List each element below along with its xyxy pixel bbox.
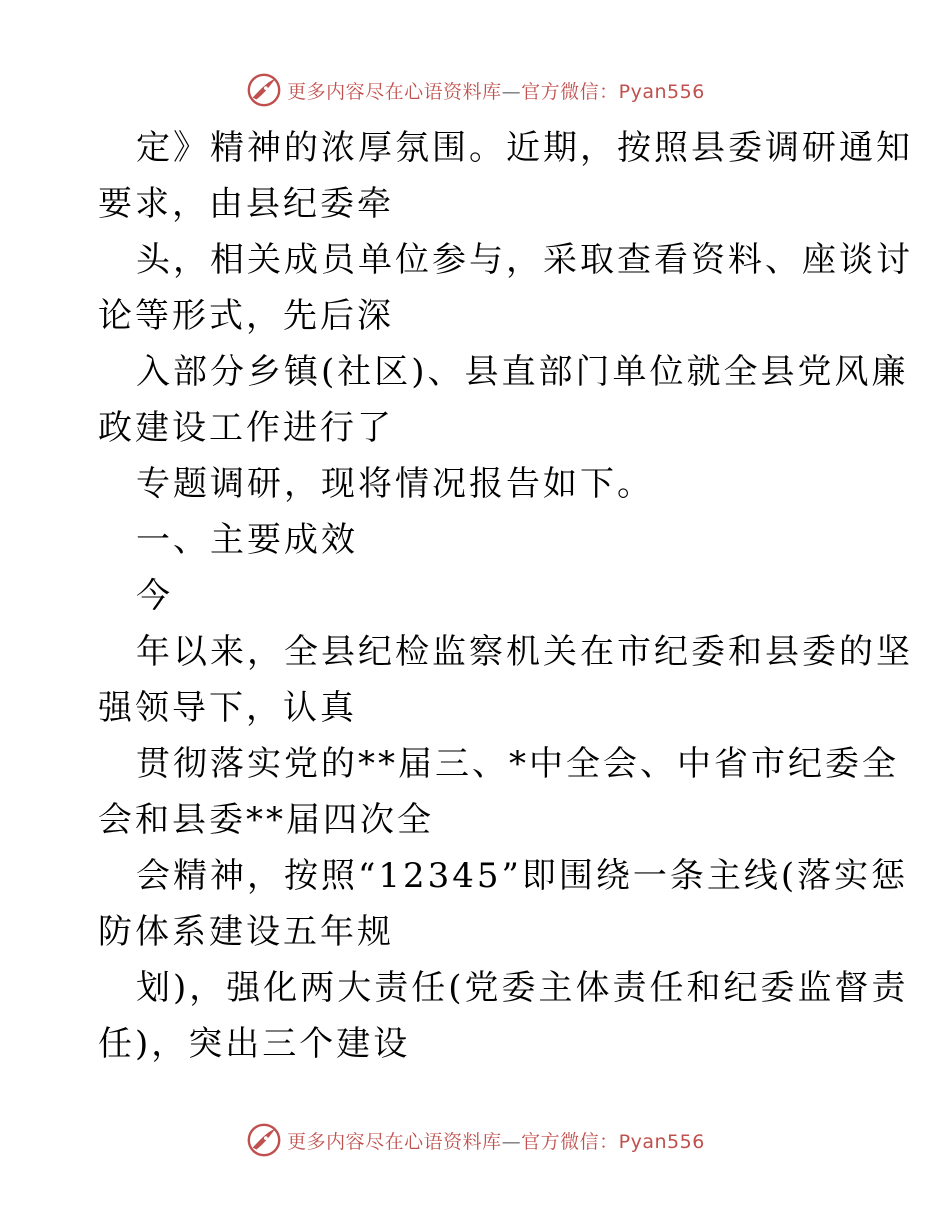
footer-banner-main: 更多内容尽在心语资料库 — [287, 1130, 502, 1153]
section-heading: 一、主要成效 — [136, 520, 358, 560]
body-line: 论等形式，先后深 — [98, 296, 394, 336]
footer-banner — [0, 1120, 950, 1160]
body-line: 防体系建设五年规 — [98, 912, 394, 952]
header-banner — [0, 70, 950, 110]
header-banner-wechat: 官方微信：Pyan556 — [521, 80, 705, 103]
footer-banner-text — [287, 1127, 705, 1154]
document-body — [98, 120, 913, 1072]
body-line: 年以来，全县纪检监察机关在市纪委和县委的坚 — [136, 632, 913, 672]
body-line: 会和县委**届四次全 — [98, 800, 434, 840]
header-banner-dash: — — [501, 80, 522, 103]
body-line: 要求，由县纪委牵 — [98, 184, 394, 224]
footer-banner-dash: — — [501, 1130, 522, 1153]
footer-banner-wechat: 官方微信：Pyan556 — [521, 1130, 705, 1153]
body-line: 强领导下，认真 — [98, 688, 357, 728]
pen-nib-logo-icon — [245, 71, 283, 109]
body-line: 专题调研，现将情况报告如下。 — [136, 464, 654, 504]
body-line: 今 — [136, 576, 173, 616]
header-banner-text — [287, 77, 705, 104]
pen-nib-logo-icon — [245, 1121, 283, 1159]
body-line: 头，相关成员单位参与，采取查看资料、座谈讨 — [136, 240, 913, 280]
body-line: 任)，突出三个建设 — [98, 1024, 411, 1064]
header-banner-main: 更多内容尽在心语资料库 — [287, 80, 502, 103]
body-line: 会精神，按照“12345”即围绕一条主线(落实惩 — [136, 856, 909, 896]
body-line: 贯彻落实党的**届三、*中全会、中省市纪委全 — [136, 744, 899, 784]
body-line: 入部分乡镇(社区)、县直部门单位就全县党风廉 — [136, 352, 909, 392]
body-line: 划)，强化两大责任(党委主体责任和纪委监督责 — [136, 968, 909, 1008]
body-line: 定》精神的浓厚氛围。近期，按照县委调研通知 — [136, 128, 913, 168]
body-line: 政建设工作进行了 — [98, 408, 394, 448]
